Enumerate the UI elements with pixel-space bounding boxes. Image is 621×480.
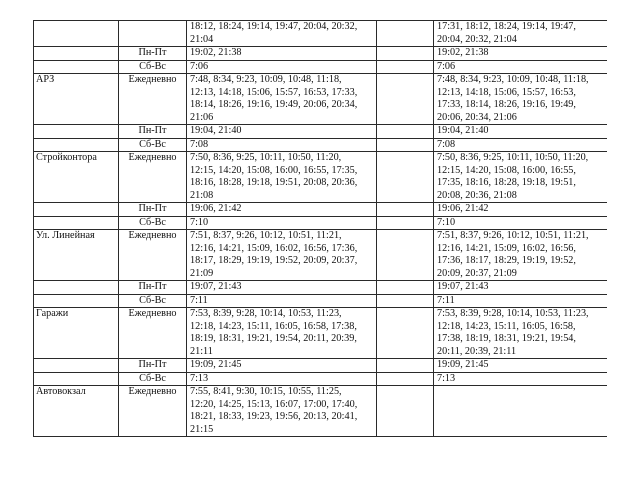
stop-name-cell (34, 281, 119, 295)
stop-name-cell (34, 21, 119, 47)
day-type-cell: Пн-Пт (119, 47, 187, 61)
stop-name-cell: АРЗ (34, 74, 119, 125)
empty-cell (377, 308, 434, 359)
stop-name-cell (34, 47, 119, 61)
table-row (34, 152, 607, 203)
table-row (34, 372, 607, 386)
day-type-cell: Пн-Пт (119, 281, 187, 295)
departure-times-cell: 7:13 (434, 372, 607, 386)
departure-times-cell: 7:53, 8:39, 9:28, 10:14, 10:53, 11:23, 12:18, 14:23, 15:11, 16:05, 16:58, 17:38, 18:19, 18:31, 19:21, 19:54, 20:11, 20:39, 21:11 (434, 308, 607, 359)
table-row (34, 359, 607, 373)
table-row (34, 281, 607, 295)
schedule-rows (34, 21, 607, 437)
table-row (34, 386, 607, 437)
table-row (34, 216, 607, 230)
departure-times-cell: 7:10 (187, 216, 377, 230)
day-type-cell: Сб-Вс (119, 60, 187, 74)
empty-cell (377, 21, 434, 47)
departure-times-cell: 19:02, 21:38 (434, 47, 607, 61)
table-row (34, 60, 607, 74)
empty-cell (377, 281, 434, 295)
departure-times-cell: 19:06, 21:42 (434, 203, 607, 217)
stop-name-cell (34, 125, 119, 139)
departure-times-cell: 19:06, 21:42 (187, 203, 377, 217)
empty-cell (377, 359, 434, 373)
day-type-cell: Пн-Пт (119, 359, 187, 373)
day-type-cell: Сб-Вс (119, 294, 187, 308)
day-type-cell: Сб-Вс (119, 216, 187, 230)
table-row (34, 294, 607, 308)
empty-cell (377, 152, 434, 203)
departure-times-cell: 7:06 (187, 60, 377, 74)
table-row (34, 125, 607, 139)
table-row (34, 138, 607, 152)
departure-times-cell: 7:48, 8:34, 9:23, 10:09, 10:48, 11:18, 12:13, 14:18, 15:06, 15:57, 16:53, 17:33, 18:14, 18:26, 19:16, 19:49, 20:06, 20:34, 21:06 (187, 74, 377, 125)
day-type-cell: Пн-Пт (119, 125, 187, 139)
departure-times-cell: 7:08 (434, 138, 607, 152)
stop-name-cell (34, 203, 119, 217)
departure-times-cell: 7:50, 8:36, 9:25, 10:11, 10:50, 11:20, 12:15, 14:20, 15:08, 16:00, 16:55, 17:35, 18:16, 18:28, 19:18, 19:51, 20:08, 20:36, 21:08 (187, 152, 377, 203)
day-type-cell: Ежедневно (119, 74, 187, 125)
stop-name-cell (34, 372, 119, 386)
stop-name-cell (34, 294, 119, 308)
stop-name-cell: Автовокзал (34, 386, 119, 437)
day-type-cell (119, 21, 187, 47)
departure-times-cell: 19:04, 21:40 (434, 125, 607, 139)
departure-times-cell: 19:07, 21:43 (187, 281, 377, 295)
table-row (34, 47, 607, 61)
empty-cell (377, 386, 434, 437)
departure-times-cell: 7:06 (434, 60, 607, 74)
day-type-cell: Ежедневно (119, 230, 187, 281)
stop-name-cell: Ул. Линейная (34, 230, 119, 281)
stop-name-cell: Стройконтора (34, 152, 119, 203)
departure-times-cell: 19:04, 21:40 (187, 125, 377, 139)
departure-times-cell: 7:13 (187, 372, 377, 386)
table-row (34, 308, 607, 359)
stop-name-cell (34, 216, 119, 230)
empty-cell (377, 294, 434, 308)
empty-cell (377, 60, 434, 74)
departure-times-cell: 7:48, 8:34, 9:23, 10:09, 10:48, 11:18, 12:13, 14:18, 15:06, 15:57, 16:53, 17:33, 18:14, 18:26, 19:16, 19:49, 20:06, 20:34, 21:06 (434, 74, 607, 125)
empty-cell (377, 372, 434, 386)
departure-times-cell (434, 386, 607, 437)
empty-cell (377, 138, 434, 152)
day-type-cell: Пн-Пт (119, 203, 187, 217)
stop-name-cell (34, 60, 119, 74)
departure-times-cell: 7:11 (434, 294, 607, 308)
schedule-sheet (33, 20, 606, 437)
empty-cell (377, 230, 434, 281)
departure-times-cell: 7:51, 8:37, 9:26, 10:12, 10:51, 11:21, 12:16, 14:21, 15:09, 16:02, 16:56, 17:36, 18:17, 18:29, 19:19, 19:52, 20:09, 20:37, 21:09 (187, 230, 377, 281)
departure-times-cell: 7:53, 8:39, 9:28, 10:14, 10:53, 11:23, 12:18, 14:23, 15:11, 16:05, 16:58, 17:38, 18:19, 18:31, 19:21, 19:54, 20:11, 20:39, 21:11 (187, 308, 377, 359)
table-row (34, 21, 607, 47)
empty-cell (377, 47, 434, 61)
table-row (34, 74, 607, 125)
departure-times-cell: 7:50, 8:36, 9:25, 10:11, 10:50, 11:20, 12:15, 14:20, 15:08, 16:00, 16:55, 17:35, 18:16, 18:28, 19:18, 19:51, 20:08, 20:36, 21:08 (434, 152, 607, 203)
departure-times-cell: 19:07, 21:43 (434, 281, 607, 295)
empty-cell (377, 216, 434, 230)
stop-name-cell (34, 138, 119, 152)
departure-times-cell: 7:10 (434, 216, 607, 230)
empty-cell (377, 203, 434, 217)
day-type-cell: Сб-Вс (119, 372, 187, 386)
departure-times-cell: 19:09, 21:45 (434, 359, 607, 373)
day-type-cell: Сб-Вс (119, 138, 187, 152)
bus-schedule-table (33, 20, 607, 437)
table-row (34, 230, 607, 281)
empty-cell (377, 74, 434, 125)
departure-times-cell: 19:02, 21:38 (187, 47, 377, 61)
day-type-cell: Ежедневно (119, 308, 187, 359)
table-row (34, 203, 607, 217)
stop-name-cell (34, 359, 119, 373)
day-type-cell: Ежедневно (119, 152, 187, 203)
day-type-cell: Ежедневно (119, 386, 187, 437)
departure-times-cell: 7:11 (187, 294, 377, 308)
departure-times-cell: 7:51, 8:37, 9:26, 10:12, 10:51, 11:21, 12:16, 14:21, 15:09, 16:02, 16:56, 17:36, 18:17, 18:29, 19:19, 19:52, 20:09, 20:37, 21:09 (434, 230, 607, 281)
departure-times-cell: 7:08 (187, 138, 377, 152)
departure-times-cell: 7:55, 8:41, 9:30, 10:15, 10:55, 11:25, 12:20, 14:25, 15:13, 16:07, 17:00, 17:40, 18:21, 18:33, 19:23, 19:56, 20:13, 20:41, 21:15 (187, 386, 377, 437)
empty-cell (377, 125, 434, 139)
stop-name-cell: Гаражи (34, 308, 119, 359)
departure-times-cell: 19:09, 21:45 (187, 359, 377, 373)
departure-times-cell: 18:12, 18:24, 19:14, 19:47, 20:04, 20:32, 21:04 (187, 21, 377, 47)
departure-times-cell: 17:31, 18:12, 18:24, 19:14, 19:47, 20:04, 20:32, 21:04 (434, 21, 607, 47)
